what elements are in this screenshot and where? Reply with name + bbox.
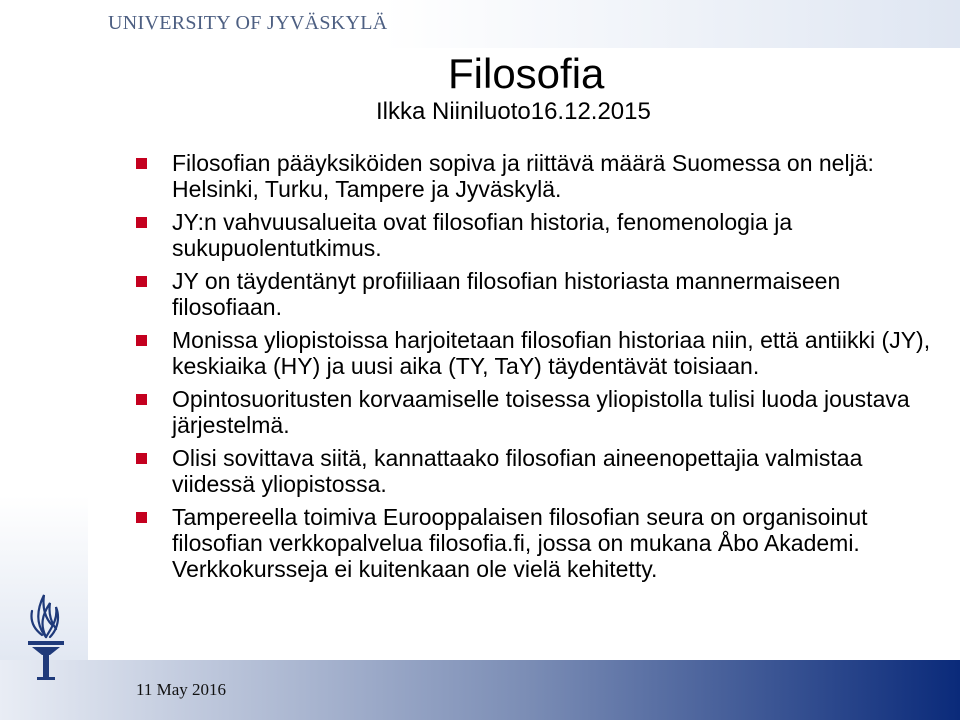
square-bullet-icon: [136, 512, 147, 523]
bullet-text: Olisi sovittava siitä, kannattaako filosofian aineenopettajia valmistaa viidessä yliopistossa.: [172, 445, 863, 497]
bullet-item: [136, 327, 936, 379]
square-bullet-icon: [136, 394, 147, 405]
bullet-item: [136, 445, 936, 497]
bullet-list: [136, 150, 936, 589]
bullet-text: JY on täydentänyt profiiliaan filosofian historiasta mannermaiseen filosofiaan.: [172, 268, 841, 320]
footer-date: 11 May 2016: [136, 680, 227, 699]
bullet-text: Tampereella toimiva Eurooppalaisen filosofian seura on organisoinut filosofian verkkopalvelua filosofia.fi, jossa on mukana Åbo Akademi. Verkkokursseja ei kuitenkaan ole vielä kehitetty.: [172, 504, 868, 582]
torch-logo-icon: [18, 585, 74, 685]
bullet-item: [136, 268, 936, 320]
square-bullet-icon: [136, 276, 147, 287]
bullet-item: [136, 386, 936, 438]
bullet-text: Monissa yliopistoissa harjoitetaan filosofian historiaa niin, että antiikki (JY), keskiaika (HY) ja uusi aika (TY, TaY) täydentävät toisiaan.: [172, 327, 931, 379]
bullet-text: JY:n vahvuusalueita ovat filosofian historia, fenomenologia ja sukupuolentutkimus.: [172, 209, 793, 261]
bullet-text: Filosofian pääyksiköiden sopiva ja riittävä määrä Suomessa on neljä: Helsinki, Turku, Tampere ja Jyväskylä.: [172, 150, 874, 202]
square-bullet-icon: [136, 158, 147, 169]
slide-subtitle: Ilkka Niiniluoto16.12.2015: [376, 98, 651, 125]
square-bullet-icon: [136, 335, 147, 346]
bullet-text: Opintosuoritusten korvaamiselle toisessa yliopistolla tulisi luoda joustava järjestelmä.: [172, 386, 910, 438]
slide-title: Filosofia: [448, 50, 605, 97]
square-bullet-icon: [136, 217, 147, 228]
bullet-item: [136, 504, 936, 582]
university-name: UNIVERSITY OF JYVÄSKYLÄ: [108, 12, 388, 34]
bullet-item: [136, 150, 936, 202]
bullet-item: [136, 209, 936, 261]
square-bullet-icon: [136, 453, 147, 464]
